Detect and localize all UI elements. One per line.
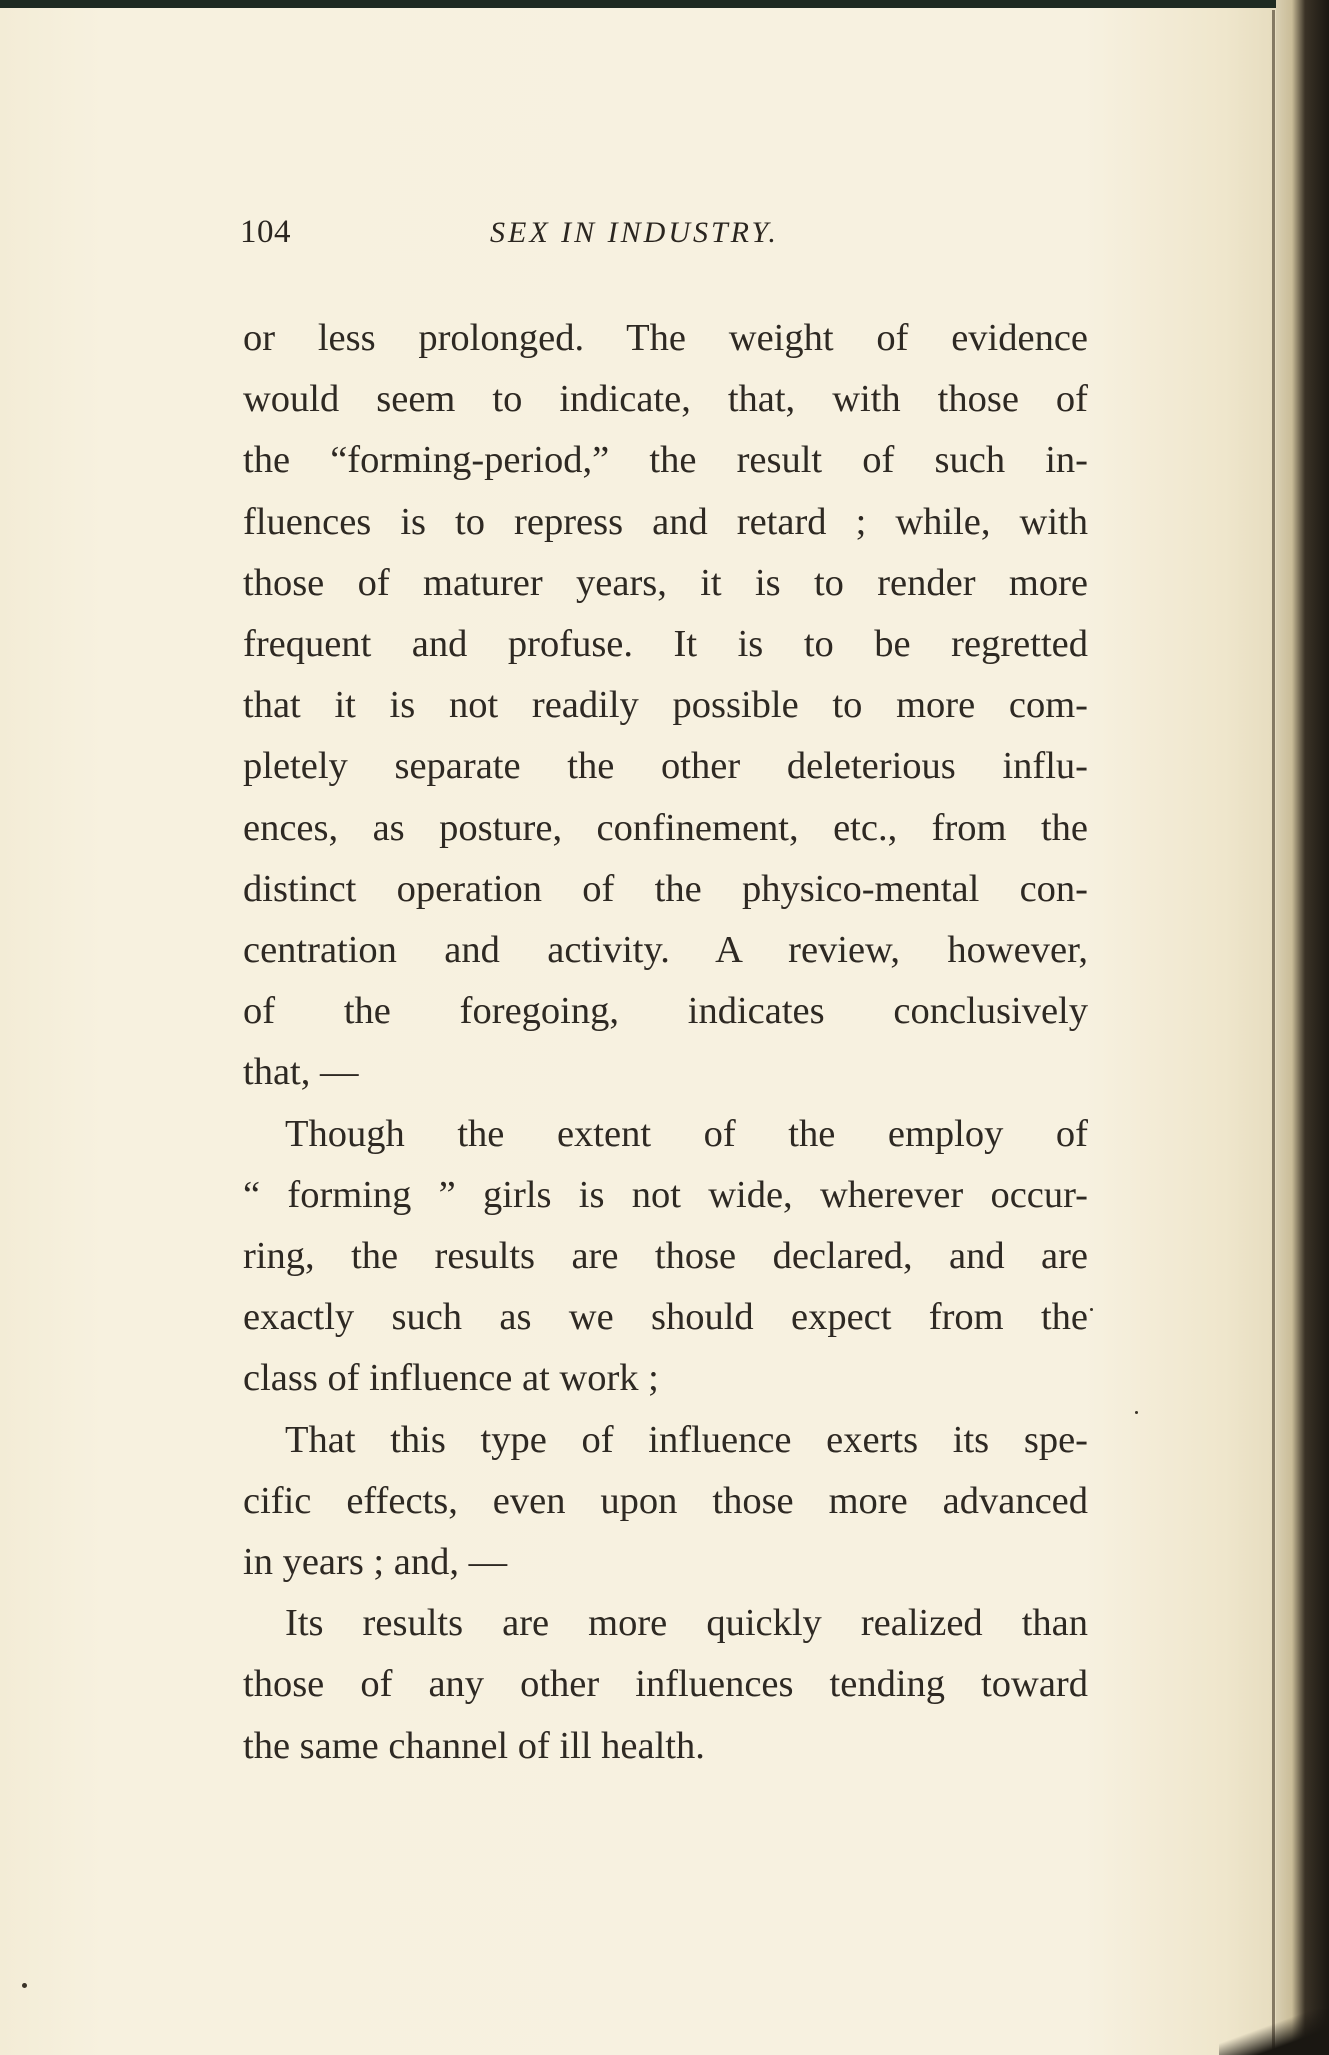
text-line: the “forming-period,” the result of such in- [243,439,1088,482]
text-line: those of maturer years, it is to render more [243,561,1088,604]
text-line: would seem to indicate, that, with those of [243,378,1088,421]
text-line: fluences is to repress and retard ; while, with [243,500,1088,543]
text-line: that it is not readily possible to more com- [243,684,1088,727]
page-number: 104 [240,214,291,250]
text-line: of the foregoing, indicates conclusively [243,990,1088,1033]
paper-speck [1135,1411,1138,1414]
paragraph [243,1104,1088,1410]
body-text [243,308,1088,1777]
text-line: Though the extent of the employ of [285,1112,1088,1155]
text-line: class of influence at work ; [243,1357,659,1400]
text-line: pletely separate the other deleterious influ- [243,745,1088,788]
paper-speck [22,1983,27,1988]
text-line: or less prolonged. The weight of evidence [243,317,1088,359]
text-line: cific effects, even upon those more advanced [243,1479,1088,1522]
text-line: “ forming ” girls is not wide, wherever occur- [243,1173,1088,1216]
running-title: SEX IN INDUSTRY. [490,216,779,249]
text-line: ring, the results are those declared, and are [243,1235,1088,1278]
text-line: in years ; and, — [243,1541,508,1584]
text-line: distinct operation of the physico-mental con- [243,867,1088,910]
text-line: exactly such as we should expect from the [243,1296,1088,1339]
running-head [240,214,1080,264]
book-edge-top [0,0,1329,8]
paragraph [243,1410,1088,1594]
paper-speck [1090,1308,1093,1311]
text-line: those of any other influences tending toward [243,1663,1088,1706]
text-line: the same channel of ill health. [243,1724,705,1767]
text-line: Its results are more quickly realized than [285,1602,1088,1645]
text-line: ences, as posture, confinement, etc., from the [243,806,1088,849]
page-edge-line [1272,10,1275,2050]
text-line: frequent and profuse. It is to be regretted [243,623,1088,666]
paragraph [243,308,1088,1104]
text-line: That this type of influence exerts its spe- [285,1418,1088,1461]
text-line: centration and activity. A review, however, [243,929,1088,972]
corner-shadow [1219,2009,1329,2055]
paragraph [243,1593,1088,1777]
book-page [0,8,1276,2055]
text-line: that, — [243,1051,359,1094]
book-gutter-edge [1276,0,1329,2055]
